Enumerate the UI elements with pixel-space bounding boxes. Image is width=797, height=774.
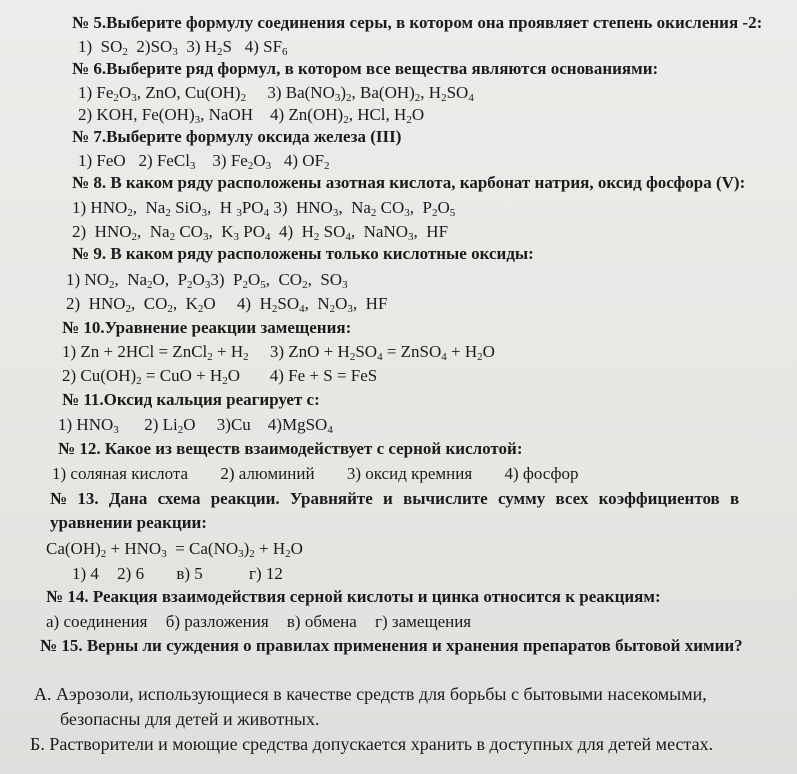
q12-option-3: 3) оксид кремния (346, 464, 473, 483)
q8-options-row2: 2) $HNO_2$, $Na_2$ $CO_3$, $K_3$ $PO_4$ 4) $H_2$ $SO_4$, NaNO$_3$, HF (72, 222, 449, 243)
q5-title: № 5.Выберите формулу соединения серы, в котором она проявляет степень окисления -2: (72, 13, 763, 32)
q12-title: № 12. Какое из веществ взаимодействует с серной кислотой: (58, 439, 523, 458)
q14-title: № 14. Реакция взаимодействия серной кислоты и цинка относится к реакциям: (46, 587, 661, 606)
q14-options (46, 611, 471, 633)
q5-options: 1) $SO_2$ $2)SO_3$ 3) $H_2S$ 4) $SF_6$ (78, 37, 288, 58)
q13-options (72, 563, 283, 585)
q11-title: № 11.Оксид кальция реагирует с: (62, 390, 320, 409)
q13-title: № 13. Дана схема реакции. Уравняйте и вычислите сумму всех коэффициентов в (50, 489, 740, 508)
q12-options (52, 463, 579, 485)
q10-options-row2: 2) $Cu(OH)_2$ = CuO + $H_2O$ 4) Fe + S = FeS (62, 366, 378, 387)
q14-option-d: г) замещения (375, 612, 472, 631)
q8-title: № 8. В каком ряду расположены азотная кислота, карбонат натрия, оксид фосфора (V): (72, 173, 746, 192)
q7-title: № 7.Выберите формулу оксида железа (III) (72, 127, 402, 146)
q13-option-3: в) 5 (176, 564, 203, 583)
q12-option-4: 4) фосфор (504, 464, 579, 483)
q15-statement-a: А. Аэрозоли, использующиеся в качестве средств для борьбы с бытовыми насекомыми, (34, 684, 707, 704)
q9-title: № 9. В каком ряду расположены только кислотные оксиды: (72, 244, 534, 263)
q13-title-continued: уравнении реакции: (50, 513, 207, 532)
q14-option-b: б) разложения (165, 612, 269, 631)
q7-options: 1) FeO 2) FeCl$_3$ 3) $Fe_2O_3$ 4) $OF_2$ (78, 151, 330, 172)
q14-option-a: а) соединения (46, 612, 148, 631)
q12-option-2: 2) алюминий (220, 464, 315, 483)
q6-title: № 6.Выберите ряд формул, в котором все вещества являются основаниями: (72, 59, 659, 78)
q15-statement-b: Б. Растворители и моющие средства допускается хранить в доступных для детей местах. (30, 734, 714, 754)
q8-options-row1: 1) $HNO_2$, $Na_2$ SiO$_3$, H $_3PO_4$ 3) $HNO_3$, $Na_2$ $CO_3$, $P_2O_5$ (72, 198, 456, 219)
q13-equation: $Ca(OH)_2 + HNO_3 = Ca(NO_3)_2 + H_2O$ (46, 539, 303, 560)
q9-options-row1: 1) $NO_2$, $Na_2O$, $P_2O_33$) $P_2O_5$, $CO_2$, $SO_3$ (66, 270, 348, 291)
q13-option-2: 2) 6 (117, 564, 145, 583)
q9-options-row2: 2) $HNO_2$, $CO_2$, $K_2O$ 4) $H_2SO_4$, $N_2O_3$, HF (66, 294, 388, 315)
q14-option-c: в) обмена (286, 612, 357, 631)
q6-options-row2: 2) KOH, $Fe(OH)_3$, NaOH 4) $Zn(OH)_2$, HCl, $H_2O$ (78, 105, 425, 126)
q13-option-4: г) 12 (249, 564, 283, 583)
q15-title: № 15. Верны ли суждения о правилах применения и хранения препаратов бытовой химии? (40, 636, 743, 655)
q6-options-row1: 1) $Fe_2O_3$, ZnO, $Cu(OH)_2$ 3) $Ba(NO_3)_2$, $Ba(OH)_2$, $H_2SO_4$ (78, 83, 474, 104)
q12-option-1: 1) соляная кислота (52, 464, 189, 483)
q13-option-1: 1) 4 (72, 564, 99, 583)
q11-options: 1) $HNO_3$ 2) $Li_2O$ 3)Cu 4)MgSO$_4$ (58, 415, 333, 436)
q10-title: № 10.Уравнение реакции замещения: (62, 318, 352, 337)
q10-options-row1: 1) Zn + 2HCl = ZnCl$_2$ + $H_2$ 3) ZnO + $H_2SO_4$ = ZnSO$_4$ + $H_2O$ (62, 342, 495, 363)
q15-statement-a-continued: безопасны для детей и животных. (60, 709, 320, 729)
